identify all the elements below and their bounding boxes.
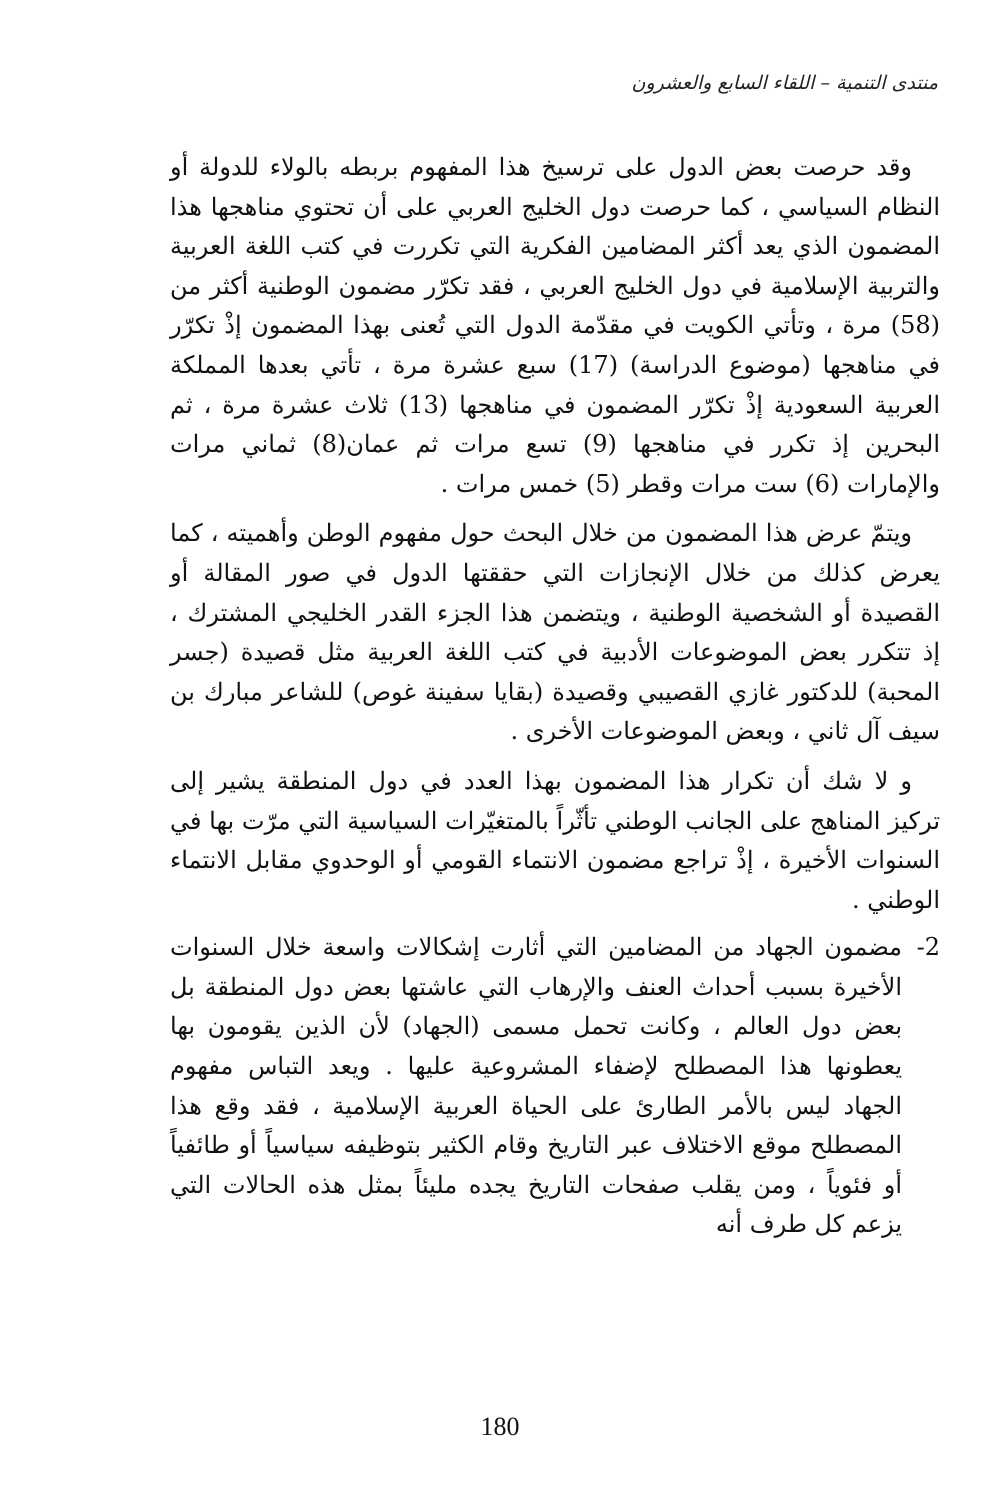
list-item-number: 2- — [916, 933, 940, 962]
page-number: 180 — [480, 1412, 520, 1441]
list-item-jihad-content — [170, 928, 940, 1245]
list-item-text: مضمون الجهاد من المضامين التي أثارت إشكالات واسعة خلال السنوات الأخيرة بسبب أحداث العنف والإرهاب التي عاشتها بعض دول المنطقة بل بعض دول العالم ، وكانت تحمل مسمى (الجهاد) لأن الذين يقومون بها يعطونها هذا المصطلح لإضفاء المشروعية عليها . ويعد التباس مفهوم الجهاد ليس بالأمر الطارئ على الحياة العربية الإسلامية ، فقد وقع هذا المصطلح موقع الاختلاف عبر التاريخ وقام الكثير بتوظيفه سياسياً أو طائفياً أو فئوياً ، ومن يقلب صفحات التاريخ يجده مليئاً بمثل هذه الحالات التي يزعم كل طرف أنه — [170, 933, 902, 1239]
running-header-title: منتدى التنمية – اللقاء السابع والعشرون — [631, 72, 938, 94]
paragraph-presentation-of-content: ويتمّ عرض هذا المضمون من خلال البحث حول مفهوم الوطن وأهميته ، كما يعرض كذلك من خلال الإنجازات التي حققتها الدول في صور المقالة أو القصيدة أو الشخصية الوطنية ، ويتضمن هذا الجزء القدر الخليجي المشترك ، إذ تتكرر بعض الموضوعات الأدبية في كتب اللغة العربية مثل قصيدة (جسر المحبة) للدكتور غازي القصيبي وقصيدة (بقايا سفينة غوص) للشاعر مبارك بن سيف آل ثاني ، وبعض الموضوعات الأخرى . — [170, 519, 941, 746]
paragraph-repetition-significance: و لا شك أن تكرار هذا المضمون بهذا العدد في دول المنطقة يشير إلى تركيز المناهج على الجانب الوطني تأثّراً بالمتغيّرات السياسية التي مرّت بها في السنوات الأخيرة ، إذْ تراجع مضمون الانتماء القومي أو الوحدوي مقابل الانتماء الوطني . — [170, 766, 940, 914]
paragraph-patriotism-content: وقد حرصت بعض الدول على ترسيخ هذا المفهوم بربطه بالولاء للدولة أو النظام السياسي ، كما حرصت دول الخليج العربي على أن تحتوي مناهجها هذا المضمون الذي يعد أكثر المضامين الفكرية التي تكررت في كتب اللغة العربية والتربية الإسلامية في دول الخليج العربي ، فقد تكرّر مضمون الوطنية أكثر من (58) مرة ، وتأتي الكويت في مقدّمة الدول التي تُعنى بهذا المضمون إذْ تكرّر في مناهجها (موضوع الدراسة) (17) سبع عشرة مرة ، تأتي بعدها المملكة العربية السعودية إذْ تكرّر المضمون في مناهجها (13) ثلاث عشرة مرة ، ثم البحرين إذ تكرر في مناهجها (9) تسع مرات ثم عمان(8) ثماني مرات والإمارات (6) ست مرات وقطر (5) خمس مرات . — [170, 153, 941, 498]
body-text — [170, 148, 940, 1245]
